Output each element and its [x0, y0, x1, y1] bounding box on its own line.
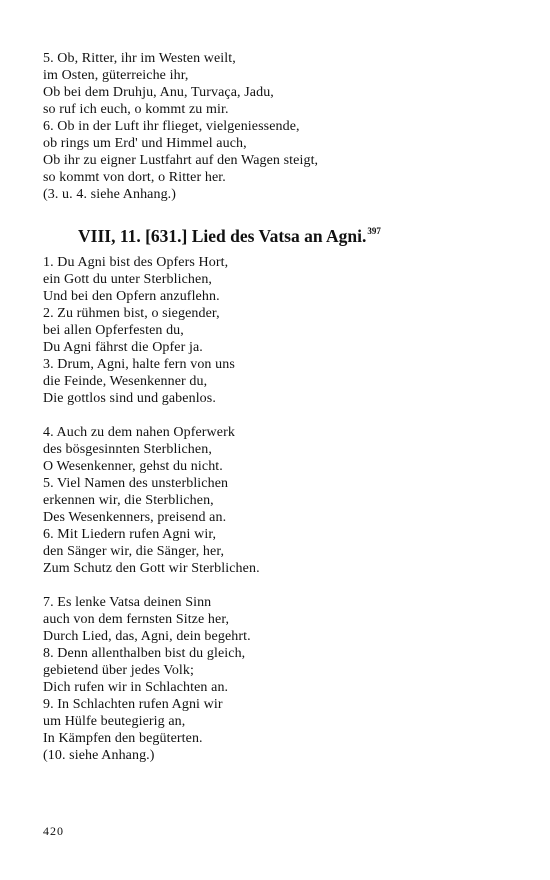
verse-line: um Hülfe beutegierig an, — [43, 714, 186, 729]
verse-line: 7. Es lenke Vatsa deinen Sinn — [43, 595, 212, 610]
verse-line: Die gottlos sind und gabenlos. — [43, 391, 216, 406]
verse-line: den Sänger wir, die Sänger, her, — [43, 544, 225, 559]
verse-line: Und bei den Opfern anzuflehn. — [43, 289, 220, 304]
verse-line: 8. Denn allenthalben bist du gleich, — [43, 646, 246, 661]
verse-line: O Wesenkenner, gehst du nicht. — [43, 459, 223, 474]
verse-line: 9. In Schlachten rufen Agni wir — [43, 697, 223, 712]
stanza-gap — [43, 577, 513, 594]
hymn-title: VIII, 11. [631.] Lied des Vatsa an Agni. — [78, 226, 367, 246]
verse-line: 5. Viel Namen des unsterblichen — [43, 476, 229, 491]
verse-line: In Kämpfen den begüterten. — [43, 731, 203, 746]
verse-line: bei allen Opferfesten du, — [43, 323, 184, 338]
verse-line: 6. Ob in der Luft ihr flieget, vielgeniessende, — [43, 119, 300, 134]
verse-line: ob rings um Erd' und Himmel auch, — [43, 136, 247, 151]
verse-line: Ob bei dem Druhju, Anu, Turvaça, Jadu, — [43, 85, 274, 100]
verse-line: so ruf ich euch, o kommt zu mir. — [43, 102, 229, 117]
verse-line: auch von dem fernsten Sitze her, — [43, 612, 230, 627]
verse-line: so kommt von dort, o Ritter her. — [43, 170, 226, 185]
verse-note: (3. u. 4. siehe Anhang.) — [43, 187, 177, 202]
stanza-gap — [43, 407, 513, 424]
verse-line: im Osten, güterreiche ihr, — [43, 68, 189, 83]
stanza-group-1 — [43, 254, 513, 407]
verse-line: 6. Mit Liedern rufen Agni wir, — [43, 527, 217, 542]
verse-line: des bösgesinnten Sterblichen, — [43, 442, 212, 457]
verse-line: 3. Drum, Agni, halte fern von uns — [43, 357, 235, 372]
stanza-group-2 — [43, 424, 513, 577]
page-number: 420 — [43, 824, 64, 838]
verse-line: Des Wesenkenners, preisend an. — [43, 510, 227, 525]
verse-line: 4. Auch zu dem nahen Opferwerk — [43, 425, 235, 440]
verse-line: 5. Ob, Ritter, ihr im Westen weilt, — [43, 51, 236, 66]
hymn-body — [43, 254, 513, 764]
verse-line: erkennen wir, die Sterblichen, — [43, 493, 214, 508]
footnote-marker: 397 — [367, 226, 381, 236]
verse-line: gebietend über jedes Volk; — [43, 663, 194, 678]
verse-line: Ob ihr zu eigner Lustfahrt auf den Wagen steigt, — [43, 153, 319, 168]
verse-line: Du Agni fährst die Opfer ja. — [43, 340, 203, 355]
verse-line: ein Gott du unter Sterblichen, — [43, 272, 213, 287]
verse-line: Zum Schutz den Gott wir Sterblichen. — [43, 561, 260, 576]
stanza-group-3 — [43, 594, 513, 764]
verse-line: Durch Lied, das, Agni, dein begehrt. — [43, 629, 251, 644]
verse-line: 2. Zu rühmen bist, o siegender, — [43, 306, 220, 321]
hymn-heading — [78, 226, 381, 247]
verse-note: (10. siehe Anhang.) — [43, 748, 155, 763]
verse-line: 1. Du Agni bist des Opfers Hort, — [43, 255, 229, 270]
verse-line: Dich rufen wir in Schlachten an. — [43, 680, 229, 695]
top-verse-block — [43, 50, 513, 203]
verse-line: die Feinde, Wesenkenner du, — [43, 374, 208, 389]
